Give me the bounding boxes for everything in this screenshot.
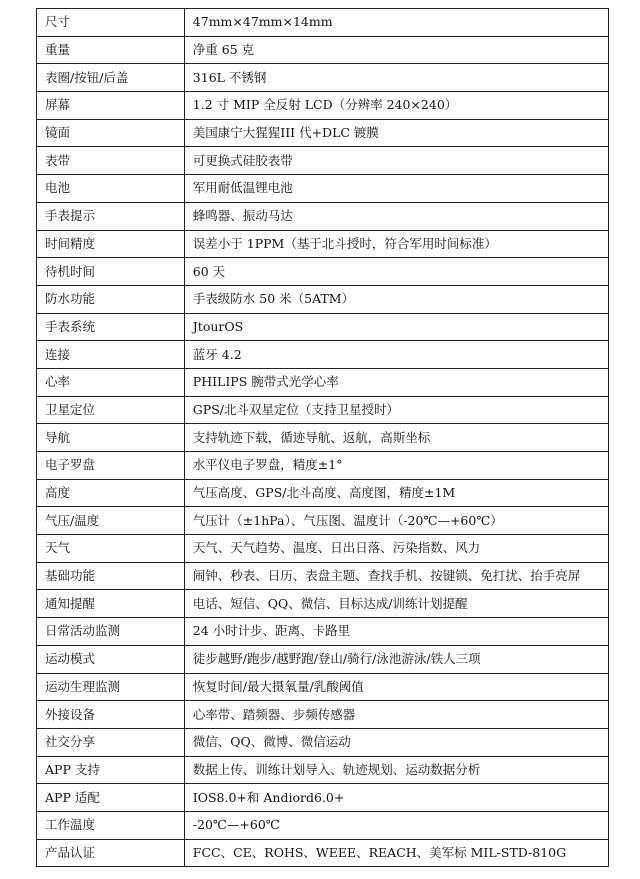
spec-row: [37, 673, 609, 701]
spec-table-body: [37, 9, 609, 867]
spec-row: [37, 285, 609, 313]
spec-label: 重量: [37, 36, 185, 64]
spec-row: [37, 701, 609, 729]
spec-label: 镜面: [37, 119, 185, 147]
spec-value: 恢复时间/最大摄氧量/乳酸阈值: [184, 673, 608, 701]
spec-value: 气压计（±1hPa）、气压图、温度计（-20℃—+60℃）: [184, 507, 608, 535]
spec-table: [36, 8, 609, 867]
spec-label: 卫星定位: [37, 396, 185, 424]
spec-value: 数据上传、训练计划导入、轨迹规划、运动数据分析: [184, 756, 608, 784]
spec-value: 微信、QQ、微博、微信运动: [184, 728, 608, 756]
spec-row: [37, 590, 609, 618]
spec-row: [37, 230, 609, 258]
spec-row: [37, 64, 609, 92]
spec-row: [37, 535, 609, 563]
spec-row: [37, 36, 609, 64]
spec-label: 运动生理监测: [37, 673, 185, 701]
spec-value: 24 小时计步、距离、卡路里: [184, 618, 608, 646]
spec-row: [37, 645, 609, 673]
spec-label: 电子罗盘: [37, 452, 185, 480]
spec-value: 气压高度、GPS/北斗高度、高度图，精度±1M: [184, 479, 608, 507]
spec-value: 60 天: [184, 258, 608, 286]
spec-row: [37, 313, 609, 341]
spec-row: [37, 507, 609, 535]
spec-value: JtourOS: [184, 313, 608, 341]
spec-value: -20℃—+60℃: [184, 811, 608, 839]
spec-label: 手表系统: [37, 313, 185, 341]
spec-value: FCC、CE、ROHS、WEEE、REACH、美军标 MIL-STD-810G: [184, 839, 608, 867]
spec-label: 手表提示: [37, 202, 185, 230]
spec-label: 电池: [37, 175, 185, 203]
spec-row: [37, 202, 609, 230]
spec-value: 天气、天气趋势、温度、日出日落、污染指数、风力: [184, 535, 608, 563]
spec-row: [37, 258, 609, 286]
spec-row: [37, 728, 609, 756]
spec-label: APP 支持: [37, 756, 185, 784]
spec-value: 蜂鸣器、振动马达: [184, 202, 608, 230]
spec-label: 工作温度: [37, 811, 185, 839]
spec-label: 表带: [37, 147, 185, 175]
spec-row: [37, 175, 609, 203]
spec-label: 天气: [37, 535, 185, 563]
spec-label: 防水功能: [37, 285, 185, 313]
spec-label: 产品认证: [37, 839, 185, 867]
spec-value: 闹钟、秒表、日历、表盘主题、查找手机、按键锁、免打扰、抬手亮屏: [184, 562, 608, 590]
spec-row: [37, 618, 609, 646]
spec-label: 运动模式: [37, 645, 185, 673]
spec-row: [37, 811, 609, 839]
spec-label: 通知提醒: [37, 590, 185, 618]
spec-value: 可更换式硅胶表带: [184, 147, 608, 175]
spec-value: 徒步越野/跑步/越野跑/登山/骑行/泳池游泳/铁人三项: [184, 645, 608, 673]
spec-label: 尺寸: [37, 9, 185, 37]
spec-value: 美国康宁大猩猩III 代+DLC 镀膜: [184, 119, 608, 147]
spec-row: [37, 368, 609, 396]
spec-row: [37, 147, 609, 175]
spec-label: 表圈/按钮/后盖: [37, 64, 185, 92]
spec-label: 气压/温度: [37, 507, 185, 535]
spec-value: 支持轨迹下载，循迹导航、返航，高斯坐标: [184, 424, 608, 452]
spec-label: APP 适配: [37, 784, 185, 812]
spec-row: [37, 562, 609, 590]
spec-label: 社交分享: [37, 728, 185, 756]
spec-value: 净重 65 克: [184, 36, 608, 64]
spec-value: 误差小于 1PPM（基于北斗授时，符合军用时间标准）: [184, 230, 608, 258]
spec-row: [37, 839, 609, 867]
spec-label: 导航: [37, 424, 185, 452]
spec-row: [37, 784, 609, 812]
spec-row: [37, 756, 609, 784]
spec-value: PHILIPS 腕带式光学心率: [184, 368, 608, 396]
spec-value: IOS8.0+和 Andiord6.0+: [184, 784, 608, 812]
spec-row: [37, 92, 609, 120]
spec-value: 47mm×47mm×14mm: [184, 9, 608, 37]
spec-value: 1.2 寸 MIP 全反射 LCD（分辨率 240×240）: [184, 92, 608, 120]
spec-value: GPS/北斗双星定位（支持卫星授时）: [184, 396, 608, 424]
spec-value: 军用耐低温锂电池: [184, 175, 608, 203]
spec-label: 基础功能: [37, 562, 185, 590]
spec-label: 日常活动监测: [37, 618, 185, 646]
spec-value: 蓝牙 4.2: [184, 341, 608, 369]
spec-row: [37, 9, 609, 37]
spec-row: [37, 119, 609, 147]
spec-value: 水平仪电子罗盘，精度±1°: [184, 452, 608, 480]
spec-row: [37, 341, 609, 369]
spec-row: [37, 479, 609, 507]
spec-value: 316L 不锈钢: [184, 64, 608, 92]
spec-label: 待机时间: [37, 258, 185, 286]
spec-label: 连接: [37, 341, 185, 369]
spec-label: 屏幕: [37, 92, 185, 120]
spec-value: 电话、短信、QQ、微信、目标达成/训练计划提醒: [184, 590, 608, 618]
spec-row: [37, 424, 609, 452]
spec-value: 心率带、踏频器、步频传感器: [184, 701, 608, 729]
spec-label: 外接设备: [37, 701, 185, 729]
spec-value: 手表级防水 50 米（5ATM）: [184, 285, 608, 313]
spec-label: 心率: [37, 368, 185, 396]
spec-label: 高度: [37, 479, 185, 507]
spec-label: 时间精度: [37, 230, 185, 258]
spec-row: [37, 396, 609, 424]
spec-row: [37, 452, 609, 480]
